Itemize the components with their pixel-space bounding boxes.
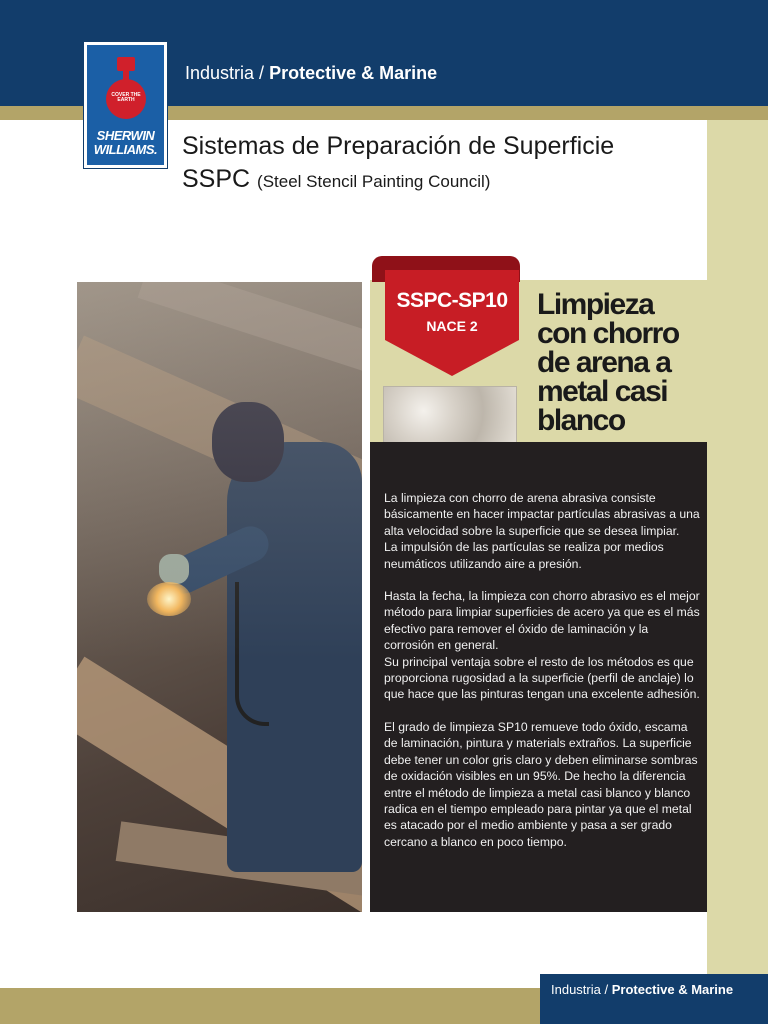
body-paragraph [384,490,700,572]
header-category: Industria [185,63,255,83]
footer-category: Industria [551,982,601,997]
logo-wordmark [89,129,162,157]
body-sentence: Su principal ventaja sobre el resto de los métodos es que proporciona rugosidad a la superficie (perfil de anclaje) lo que hace que las pinturas tengan una excelente adhesión. [384,654,700,702]
heading-line: con chorro [537,317,679,350]
body-sentence: La impulsión de las partículas se realiza por medios neumáticos utilizando aire a presión. [384,540,664,571]
heading-line: Limpieza [537,288,654,321]
body-paragraph: El grado de limpieza SP10 remueve todo óxido, escama de laminación, pintura y materials extraños. La superficie debe tener un color gris claro y deben eliminarse sombras de oxidación visibles en un 95%. De hecho la diferencia entre el método de limpieza a metal casi blanco y blanco radica en el tiempo empleado para pintar ya que el metal es atacado por el medio ambiente y pasa a ser grado cercano a blanco en poco tiempo. [384,719,698,849]
heading-line: metal casi [537,375,668,408]
logo-background [87,45,164,165]
subtitle-expansion: (Steel Stencil Painting Council) [257,172,491,191]
footer-division: Protective & Marine [611,982,734,997]
section-heading [537,290,705,435]
logo-cover-text: COVER THE EARTH [111,92,141,103]
heading-line: de arena a [537,346,671,379]
badge-sub: NACE 2 [426,318,478,334]
body-paragraph [384,588,700,703]
logo-line-2: WILLIAMS. [93,142,158,157]
sherwin-williams-logo [83,41,168,169]
sandblasting-worker-photo [77,282,362,912]
logo-line-1: SHERWIN [96,128,155,143]
header-title [185,63,437,84]
page-subtitle [182,165,490,194]
footer-separator: / [600,982,612,997]
heading-line: blanco [537,404,625,437]
header-separator: / [254,63,270,83]
badge-code: SSPC-SP10 [396,289,508,312]
body-sentence: Hasta la fecha, la limpieza con chorro abrasivo es el mejor método para limpiar superficies de acero ya que es el más efectivo para remover el óxido de laminación y la corrosión en general. [384,589,700,653]
subtitle-acronym: SSPC [182,165,251,193]
page-title: Sistemas de Preparación de Superficie [182,132,615,160]
surface-texture-swatch [383,386,517,448]
body-text [384,490,700,866]
footer-title [551,982,733,997]
header-division: Protective & Marine [269,63,438,83]
right-sidebar [707,120,768,988]
body-sentence: La limpieza con chorro de arena abrasiva consiste básicamente en hacer impactar partículas abrasivas a una alta velocidad sobre la superficie que se desea limpiar. [384,491,700,538]
photo-dust-overlay [77,282,362,912]
